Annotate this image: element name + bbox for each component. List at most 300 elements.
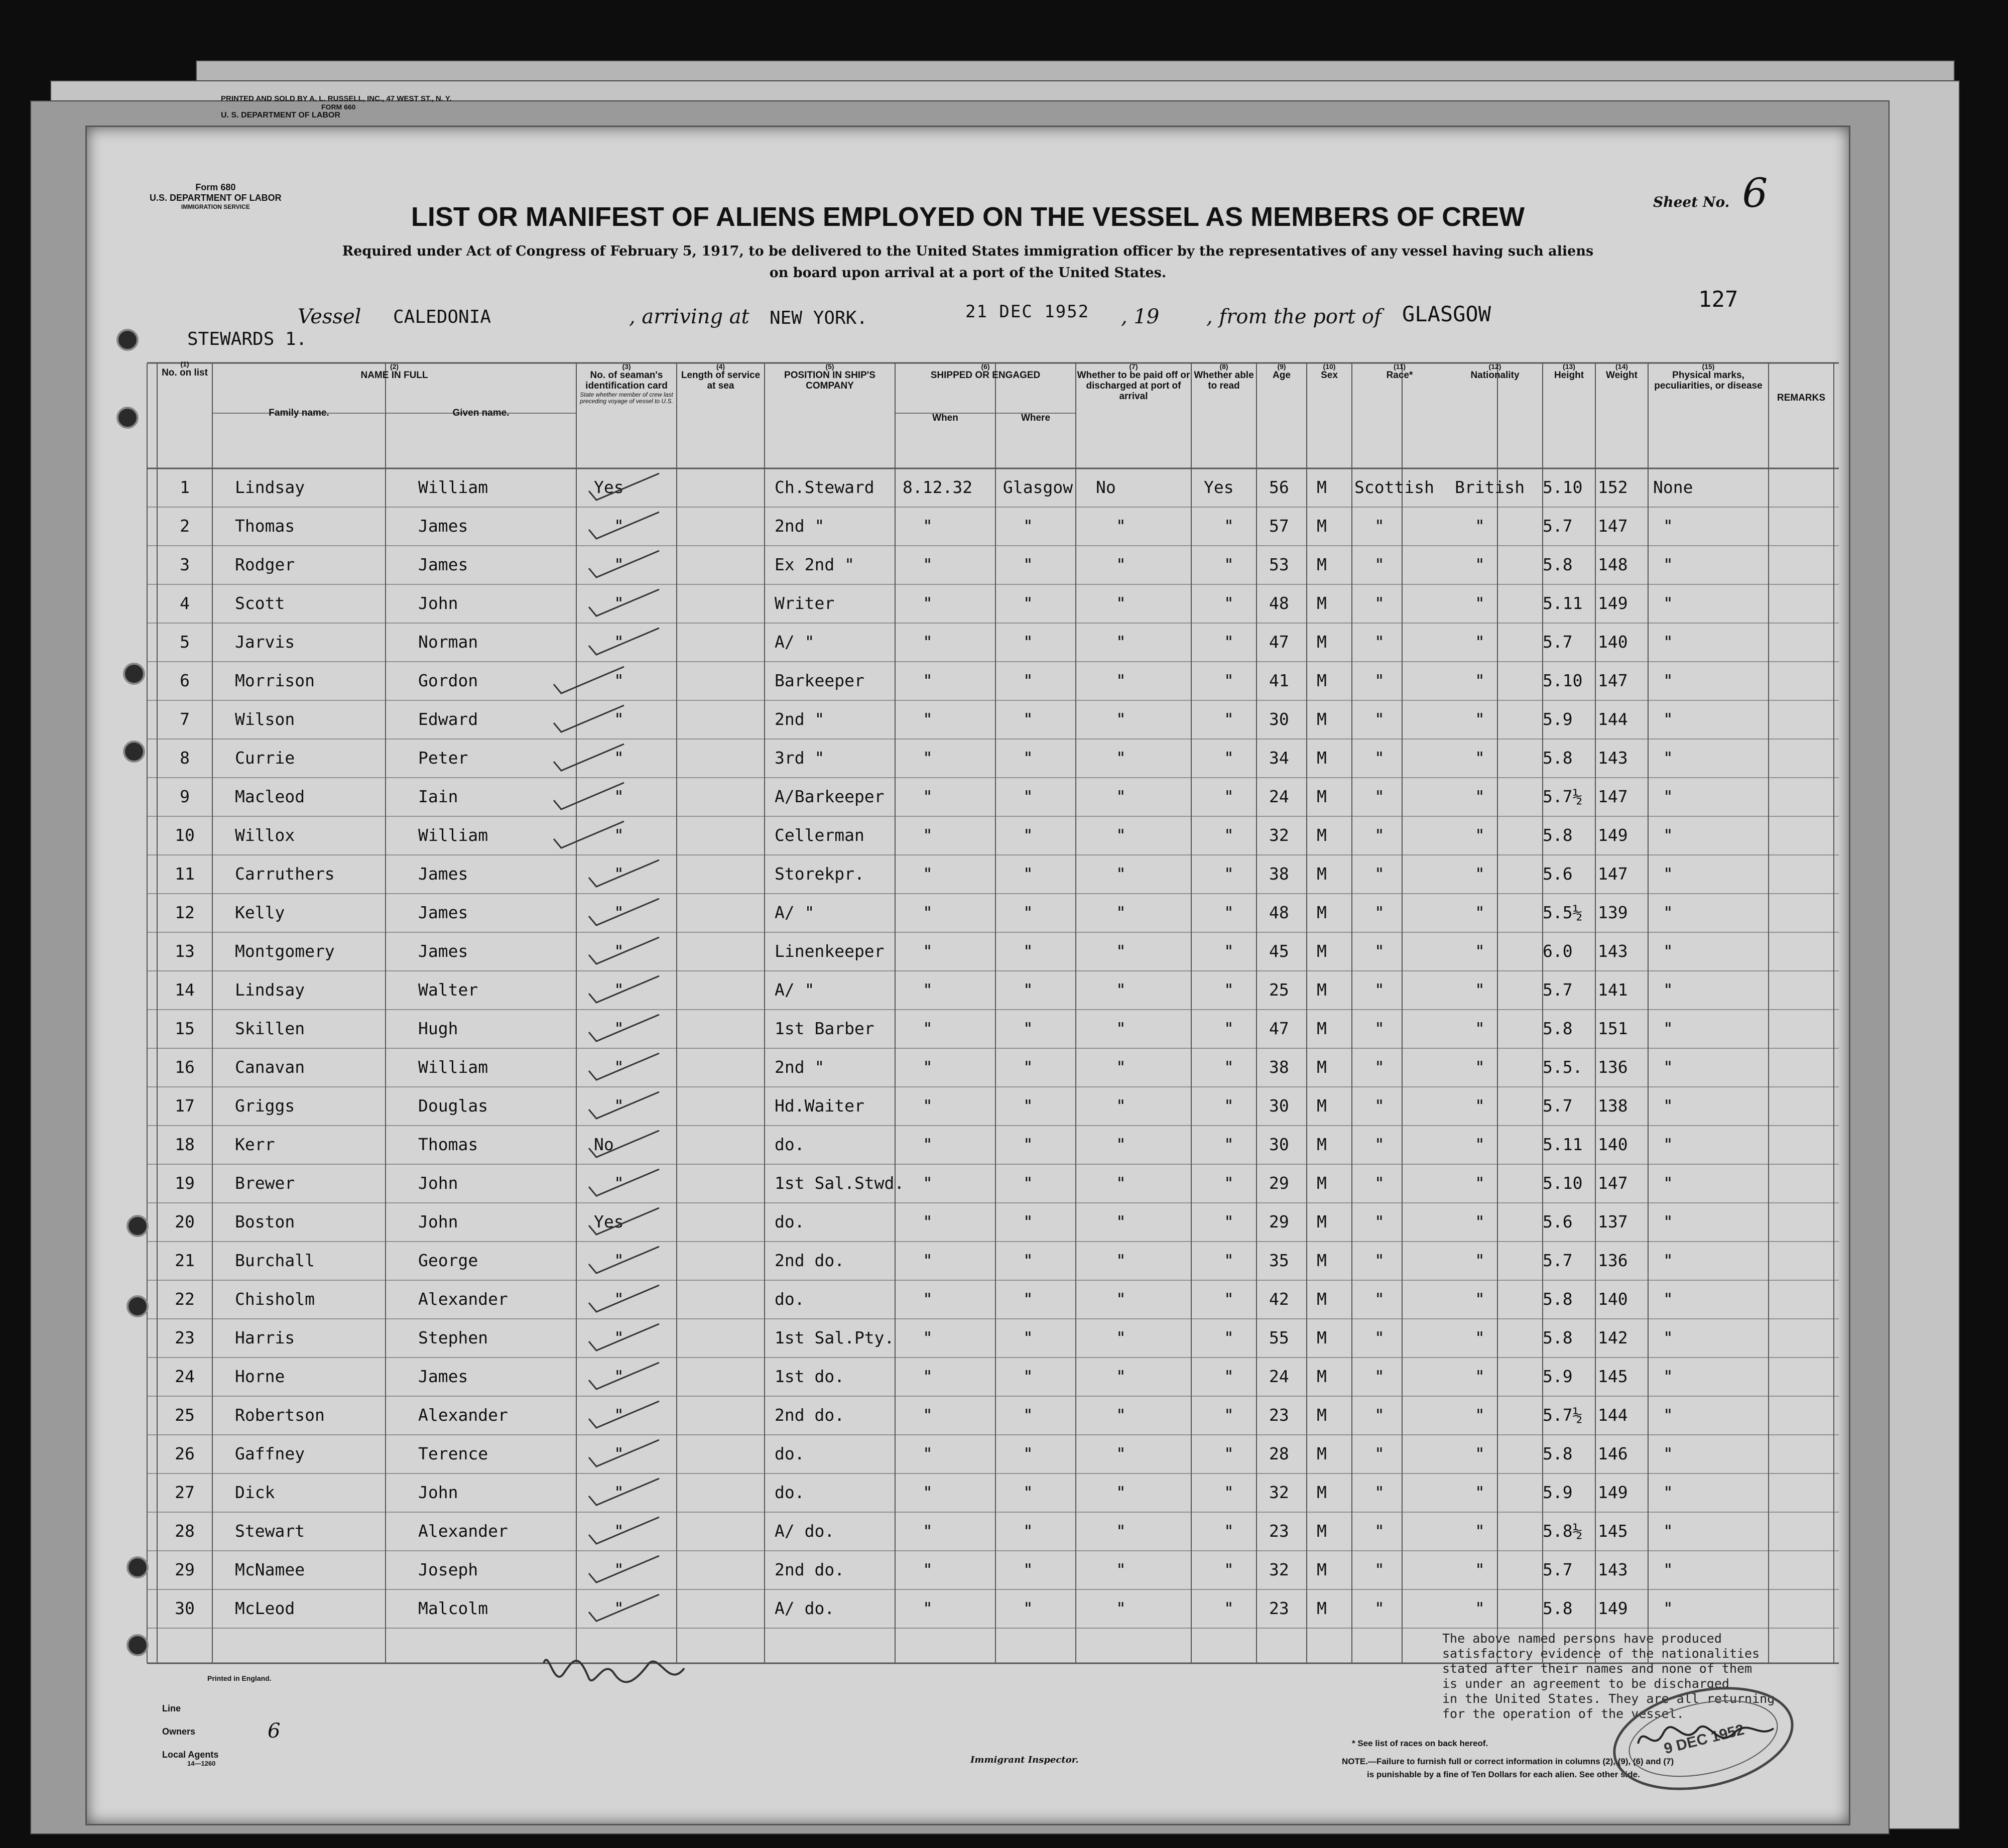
- cell-race: ": [1374, 748, 1385, 768]
- cell-card: ": [614, 864, 624, 884]
- cell-weight: 152: [1598, 477, 1628, 497]
- column-label: NAME IN FULL: [360, 370, 428, 381]
- cell-no: 7: [180, 709, 190, 729]
- cell-read: ": [1224, 1560, 1234, 1579]
- cell-when: ": [923, 1251, 933, 1270]
- cell-family: Willox: [235, 825, 295, 845]
- cell-marks: ": [1663, 1057, 1673, 1077]
- cell-family: Lindsay: [235, 477, 305, 497]
- cell-weight: 147: [1598, 1173, 1628, 1193]
- cell-paid: ": [1116, 1289, 1126, 1309]
- cell-given: Douglas: [418, 1096, 488, 1116]
- cell-family: Gaffney: [235, 1444, 305, 1463]
- cell-height: 5.7: [1543, 632, 1573, 652]
- column-label: Given name.: [452, 408, 510, 418]
- cell-where: ": [1023, 1405, 1033, 1425]
- cell-marks: ": [1663, 1521, 1673, 1541]
- cell-weight: 141: [1598, 980, 1628, 1000]
- cell-given: William: [418, 477, 488, 497]
- cell-nat: ": [1475, 980, 1485, 1000]
- cell-height: 5.8: [1543, 555, 1573, 574]
- cell-read: ": [1224, 980, 1234, 1000]
- cell-where: ": [1023, 632, 1033, 652]
- column-label: Sex: [1321, 370, 1338, 381]
- cell-position: do.: [775, 1212, 805, 1231]
- cell-paid: ": [1116, 593, 1126, 613]
- cell-position: 2nd ": [775, 709, 825, 729]
- cell-when: ": [923, 1560, 933, 1579]
- binder-hole: [127, 1295, 149, 1317]
- cell-family: Scott: [235, 593, 285, 613]
- cell-family: Robertson: [235, 1405, 325, 1425]
- cell-when: ": [923, 1057, 933, 1077]
- cell-where: ": [1023, 903, 1033, 922]
- cell-weight: 143: [1598, 1560, 1628, 1579]
- cell-sex: M: [1317, 1212, 1327, 1231]
- cell-card: ": [614, 1598, 624, 1618]
- binder-hole: [127, 1215, 149, 1237]
- column-label: REMARKS: [1777, 393, 1826, 403]
- cell-position: Writer: [775, 593, 835, 613]
- cell-weight: 136: [1598, 1251, 1628, 1270]
- cell-weight: 145: [1598, 1367, 1628, 1386]
- cell-weight: 140: [1598, 1289, 1628, 1309]
- cell-card: ": [614, 748, 624, 768]
- cell-paid: ": [1116, 748, 1126, 768]
- cell-when: ": [923, 787, 933, 806]
- column-number: (13): [1563, 362, 1575, 371]
- column-label: Nationality: [1470, 370, 1520, 381]
- cell-when: ": [923, 903, 933, 922]
- cell-marks: ": [1663, 748, 1673, 768]
- form-number: Form 680: [195, 182, 236, 192]
- cell-sex: M: [1317, 1405, 1327, 1425]
- cell-height: 5.8: [1543, 1019, 1573, 1038]
- cell-read: ": [1224, 903, 1234, 922]
- cell-card: ": [614, 1483, 624, 1502]
- cell-card: ": [614, 671, 624, 690]
- cell-nat: ": [1475, 1367, 1485, 1386]
- cell-race: ": [1374, 1483, 1385, 1502]
- cell-given: Joseph: [418, 1560, 478, 1579]
- cell-height: 6.0: [1543, 941, 1573, 961]
- printed-in-note: Printed in England.: [207, 1674, 272, 1682]
- cell-given: Walter: [418, 980, 478, 1000]
- cell-race: ": [1374, 1367, 1385, 1386]
- cell-age: 41: [1269, 671, 1289, 690]
- cell-sex: M: [1317, 941, 1327, 961]
- cell-marks: ": [1663, 825, 1673, 845]
- line-label: Line: [162, 1703, 181, 1713]
- column-label: Age: [1273, 370, 1291, 381]
- cell-paid: ": [1116, 941, 1126, 961]
- cell-no: 23: [175, 1328, 195, 1347]
- cell-given: Alexander: [418, 1521, 508, 1541]
- cell-when: ": [923, 709, 933, 729]
- cell-when: ": [923, 748, 933, 768]
- cell-race: ": [1374, 1289, 1385, 1309]
- cell-no: 4: [180, 593, 190, 613]
- cell-read: ": [1224, 1173, 1234, 1193]
- cell-nat: ": [1475, 787, 1485, 806]
- cell-race: ": [1374, 903, 1385, 922]
- owners-value: 6: [268, 1719, 281, 1743]
- cell-where: ": [1023, 787, 1033, 806]
- cell-where: ": [1023, 1289, 1033, 1309]
- cell-marks: ": [1663, 1367, 1673, 1386]
- cell-read: ": [1224, 1598, 1234, 1618]
- cell-card: ": [614, 516, 624, 536]
- cell-marks: ": [1663, 1405, 1673, 1425]
- cell-sex: M: [1317, 1521, 1327, 1541]
- column-header: [677, 363, 765, 392]
- cell-position: Hd.Waiter: [775, 1096, 864, 1116]
- column-header: [895, 363, 1076, 381]
- cell-position: 2nd ": [775, 516, 825, 536]
- cell-race: ": [1374, 1328, 1385, 1347]
- cell-marks: ": [1663, 516, 1673, 536]
- cell-position: A/ ": [775, 903, 815, 922]
- cell-sex: M: [1317, 1096, 1327, 1116]
- cell-height: 5.8: [1543, 825, 1573, 845]
- cell-weight: 143: [1598, 748, 1628, 768]
- cell-where: ": [1023, 671, 1033, 690]
- cell-nat: ": [1475, 1212, 1485, 1231]
- cell-height: 5.8: [1543, 748, 1573, 768]
- column-number: (12): [1488, 362, 1501, 371]
- cell-marks: ": [1663, 1598, 1673, 1618]
- cell-height: 5.8: [1543, 1444, 1573, 1463]
- cell-given: James: [418, 1367, 468, 1386]
- column-label: Length of service at sea: [681, 370, 761, 392]
- cell-where: ": [1023, 1019, 1033, 1038]
- cell-nat: ": [1475, 1405, 1485, 1425]
- cell-race: ": [1374, 1560, 1385, 1579]
- cell-position: Storekpr.: [775, 864, 864, 884]
- column-number: (6): [981, 362, 990, 371]
- column-number: (3): [622, 362, 631, 371]
- cell-sex: M: [1317, 1251, 1327, 1270]
- cell-race: ": [1374, 1173, 1385, 1193]
- cell-family: Thomas: [235, 516, 295, 536]
- certification-line: The above named persons have produced: [1442, 1631, 1722, 1646]
- cell-read: ": [1224, 787, 1234, 806]
- cell-height: 5.9: [1543, 1483, 1573, 1502]
- cell-position: A/ do.: [775, 1521, 835, 1541]
- cell-age: 23: [1269, 1405, 1289, 1425]
- cell-where: ": [1023, 980, 1033, 1000]
- cell-family: Morrison: [235, 671, 315, 690]
- cell-no: 18: [175, 1135, 195, 1154]
- cell-position: do.: [775, 1135, 805, 1154]
- cell-position: Ex 2nd ": [775, 555, 854, 574]
- cell-card: Yes: [594, 477, 624, 497]
- cell-nat: ": [1475, 1289, 1485, 1309]
- cell-given: Terence: [418, 1444, 488, 1463]
- cell-no: 11: [175, 864, 195, 884]
- certification-line: satisfactory evidence of the nationalities: [1442, 1646, 1760, 1661]
- page-title: LIST OR MANIFEST OF ALIENS EMPLOYED ON THE VESSEL AS MEMBERS OF CREW: [411, 202, 1525, 232]
- cell-when: ": [923, 864, 933, 884]
- cell-family: McLeod: [235, 1598, 295, 1618]
- cell-marks: ": [1663, 1212, 1673, 1231]
- cell-age: 38: [1269, 864, 1289, 884]
- cell-where: ": [1023, 864, 1033, 884]
- cell-no: 12: [175, 903, 195, 922]
- cell-position: 1st Barber: [775, 1019, 874, 1038]
- cell-paid: ": [1116, 1521, 1126, 1541]
- cell-marks: ": [1663, 787, 1673, 806]
- cell-card: ": [614, 1173, 624, 1193]
- cell-marks: ": [1663, 1289, 1673, 1309]
- binder-hole: [127, 1556, 149, 1578]
- column-header: [1076, 363, 1191, 402]
- cell-when: ": [923, 671, 933, 690]
- cell-marks: ": [1663, 1019, 1673, 1038]
- department-name: U.S. DEPARTMENT OF LABOR: [150, 193, 282, 203]
- column-label: Height: [1554, 370, 1584, 381]
- cell-read: ": [1224, 1019, 1234, 1038]
- column-number: (10): [1323, 362, 1336, 371]
- inspector-signature: [534, 1643, 699, 1703]
- cell-family: Carruthers: [235, 864, 335, 884]
- cell-race: ": [1374, 1521, 1385, 1541]
- cell-read: ": [1224, 1405, 1234, 1425]
- cell-height: 5.7: [1543, 1560, 1573, 1579]
- cell-when: ": [923, 1405, 933, 1425]
- cell-no: 9: [180, 787, 190, 806]
- cell-weight: 151: [1598, 1019, 1628, 1038]
- cell-position: 2nd ": [775, 1057, 825, 1077]
- column-label: No. of seaman's identification card: [585, 370, 668, 392]
- cell-age: 29: [1269, 1173, 1289, 1193]
- cell-when: ": [923, 1212, 933, 1231]
- cell-race: ": [1374, 941, 1385, 961]
- cell-weight: 149: [1598, 1598, 1628, 1618]
- cell-sex: M: [1317, 709, 1327, 729]
- cell-given: Edward: [418, 709, 478, 729]
- cell-card: ": [614, 980, 624, 1000]
- cell-read: ": [1224, 593, 1234, 613]
- cell-no: 14: [175, 980, 195, 1000]
- cell-card: ": [614, 787, 624, 806]
- cell-age: 38: [1269, 1057, 1289, 1077]
- cell-read: Yes: [1204, 477, 1234, 497]
- cell-where: ": [1023, 516, 1033, 536]
- year-label: , 19: [1121, 305, 1160, 328]
- binder-hole: [123, 741, 145, 763]
- arrival-date-stamp: 21 DEC 1952: [965, 302, 1090, 322]
- cell-height: 5.9: [1543, 709, 1573, 729]
- cell-paid: ": [1116, 1367, 1126, 1386]
- cell-race: ": [1374, 1405, 1385, 1425]
- arriving-label: , arriving at: [629, 305, 749, 328]
- cell-height: 5.8: [1543, 1289, 1573, 1309]
- cell-position: Ch.Steward: [775, 477, 874, 497]
- cell-no: 16: [175, 1057, 195, 1077]
- certification-line: is under an agreement to be discharged: [1442, 1676, 1729, 1691]
- sheet-label: Sheet No.: [1653, 194, 1730, 210]
- cell-family: Wilson: [235, 709, 295, 729]
- cell-where: ": [1023, 1096, 1033, 1116]
- cell-height: 5.10: [1543, 477, 1583, 497]
- cell-when: 8.12.32: [903, 477, 973, 497]
- cell-weight: 144: [1598, 709, 1628, 729]
- cell-card: ": [614, 1560, 624, 1579]
- cell-no: 15: [175, 1019, 195, 1038]
- cell-paid: ": [1116, 825, 1126, 845]
- cell-nat: ": [1475, 1096, 1485, 1116]
- column-header: [1257, 363, 1307, 381]
- cell-no: 27: [175, 1483, 195, 1502]
- cell-no: 13: [175, 941, 195, 961]
- cell-age: 24: [1269, 1367, 1289, 1386]
- cell-age: 47: [1269, 632, 1289, 652]
- cell-where: ": [1023, 1367, 1033, 1386]
- cell-when: ": [923, 632, 933, 652]
- cell-where: ": [1023, 1251, 1033, 1270]
- cell-height: 5.7½: [1543, 1405, 1583, 1425]
- cell-age: 57: [1269, 516, 1289, 536]
- cell-paid: ": [1116, 787, 1126, 806]
- column-header: [1595, 363, 1648, 381]
- cell-sex: M: [1317, 1173, 1327, 1193]
- cell-card: ": [614, 1405, 624, 1425]
- column-label: Weight: [1606, 370, 1638, 381]
- cell-paid: ": [1116, 709, 1126, 729]
- cell-age: 30: [1269, 1096, 1289, 1116]
- cell-read: ": [1224, 941, 1234, 961]
- column-number: (8): [1219, 362, 1228, 371]
- cell-marks: ": [1663, 1560, 1673, 1579]
- cell-read: ": [1224, 516, 1234, 536]
- cell-given: James: [418, 555, 468, 574]
- cell-card: ": [614, 903, 624, 922]
- cell-where: ": [1023, 1598, 1033, 1618]
- cell-given: James: [418, 516, 468, 536]
- cell-where: ": [1023, 709, 1033, 729]
- cell-when: ": [923, 980, 933, 1000]
- cell-paid: ": [1116, 1173, 1126, 1193]
- cell-no: 5: [180, 632, 190, 652]
- cell-card: ": [614, 632, 624, 652]
- column-label: Family name.: [269, 408, 329, 418]
- cell-paid: No: [1096, 477, 1116, 497]
- cell-paid: ": [1116, 1057, 1126, 1077]
- cell-no: 19: [175, 1173, 195, 1193]
- cell-sex: M: [1317, 593, 1327, 613]
- cell-position: Barkeeper: [775, 671, 864, 690]
- cell-marks: ": [1663, 671, 1673, 690]
- column-header: [212, 408, 386, 419]
- cell-no: 29: [175, 1560, 195, 1579]
- cell-card: ": [614, 1328, 624, 1347]
- cell-no: 8: [180, 748, 190, 768]
- cell-card: ": [614, 1019, 624, 1038]
- column-number: (11): [1393, 362, 1406, 371]
- cell-position: 2nd do.: [775, 1560, 845, 1579]
- cell-family: Stewart: [235, 1521, 305, 1541]
- cell-given: Norman: [418, 632, 478, 652]
- cell-race: ": [1374, 516, 1385, 536]
- cell-paid: ": [1116, 1135, 1126, 1154]
- cell-card: ": [614, 1444, 624, 1463]
- column-header: [1769, 393, 1834, 404]
- cell-no: 6: [180, 671, 190, 690]
- column-number: (4): [716, 362, 725, 371]
- cell-given: Thomas: [418, 1135, 478, 1154]
- cell-age: 42: [1269, 1289, 1289, 1309]
- cell-age: 45: [1269, 941, 1289, 961]
- column-label: Whether able to read: [1194, 370, 1254, 392]
- cell-height: 5.11: [1543, 1135, 1583, 1154]
- binder-hole: [116, 329, 139, 351]
- cell-where: ": [1023, 1521, 1033, 1541]
- cell-family: McNamee: [235, 1560, 305, 1579]
- cell-family: Montgomery: [235, 941, 335, 961]
- cell-age: 23: [1269, 1598, 1289, 1618]
- cell-height: 5.6: [1543, 864, 1573, 884]
- cell-sex: M: [1317, 748, 1327, 768]
- table-grid: [87, 127, 1849, 1824]
- cell-age: 56: [1269, 477, 1289, 497]
- cell-given: Hugh: [418, 1019, 458, 1038]
- cell-race: ": [1374, 1057, 1385, 1077]
- cell-position: 2nd do.: [775, 1405, 845, 1425]
- cell-height: 5.7: [1543, 516, 1573, 536]
- cell-race: ": [1374, 1019, 1385, 1038]
- cell-paid: ": [1116, 1560, 1126, 1579]
- cell-age: 28: [1269, 1444, 1289, 1463]
- cell-card: ": [614, 825, 624, 845]
- cell-age: 32: [1269, 1483, 1289, 1502]
- cell-no: 30: [175, 1598, 195, 1618]
- cell-paid: ": [1116, 864, 1126, 884]
- cell-nat: ": [1475, 1598, 1485, 1618]
- cell-paid: ": [1116, 516, 1126, 536]
- column-header: [895, 413, 995, 424]
- cell-marks: ": [1663, 864, 1673, 884]
- cell-read: ": [1224, 1444, 1234, 1463]
- cell-no: 10: [175, 825, 195, 845]
- cell-age: 30: [1269, 1135, 1289, 1154]
- cell-race: ": [1374, 1444, 1385, 1463]
- cell-age: 55: [1269, 1328, 1289, 1347]
- cell-height: 5.8: [1543, 1598, 1573, 1618]
- cell-nat: ": [1475, 825, 1485, 845]
- cell-read: ": [1224, 825, 1234, 845]
- cell-where: ": [1023, 1135, 1033, 1154]
- cell-where: ": [1023, 825, 1033, 845]
- cell-when: ": [923, 555, 933, 574]
- column-header: [157, 360, 212, 379]
- cell-nat: ": [1475, 1328, 1485, 1347]
- cell-height: 5.7: [1543, 980, 1573, 1000]
- cell-nat: ": [1475, 593, 1485, 613]
- cell-when: ": [923, 1289, 933, 1309]
- page-number: 127: [1698, 287, 1738, 312]
- cell-no: 21: [175, 1251, 195, 1270]
- column-number: (7): [1129, 362, 1138, 371]
- cell-age: 32: [1269, 1560, 1289, 1579]
- cell-position: 1st Sal.Pty.: [775, 1328, 895, 1347]
- cell-weight: 148: [1598, 555, 1628, 574]
- cell-given: Alexander: [418, 1289, 508, 1309]
- cell-no: 25: [175, 1405, 195, 1425]
- cell-sex: M: [1317, 1057, 1327, 1077]
- cell-position: 2nd do.: [775, 1251, 845, 1270]
- cell-family: Boston: [235, 1212, 295, 1231]
